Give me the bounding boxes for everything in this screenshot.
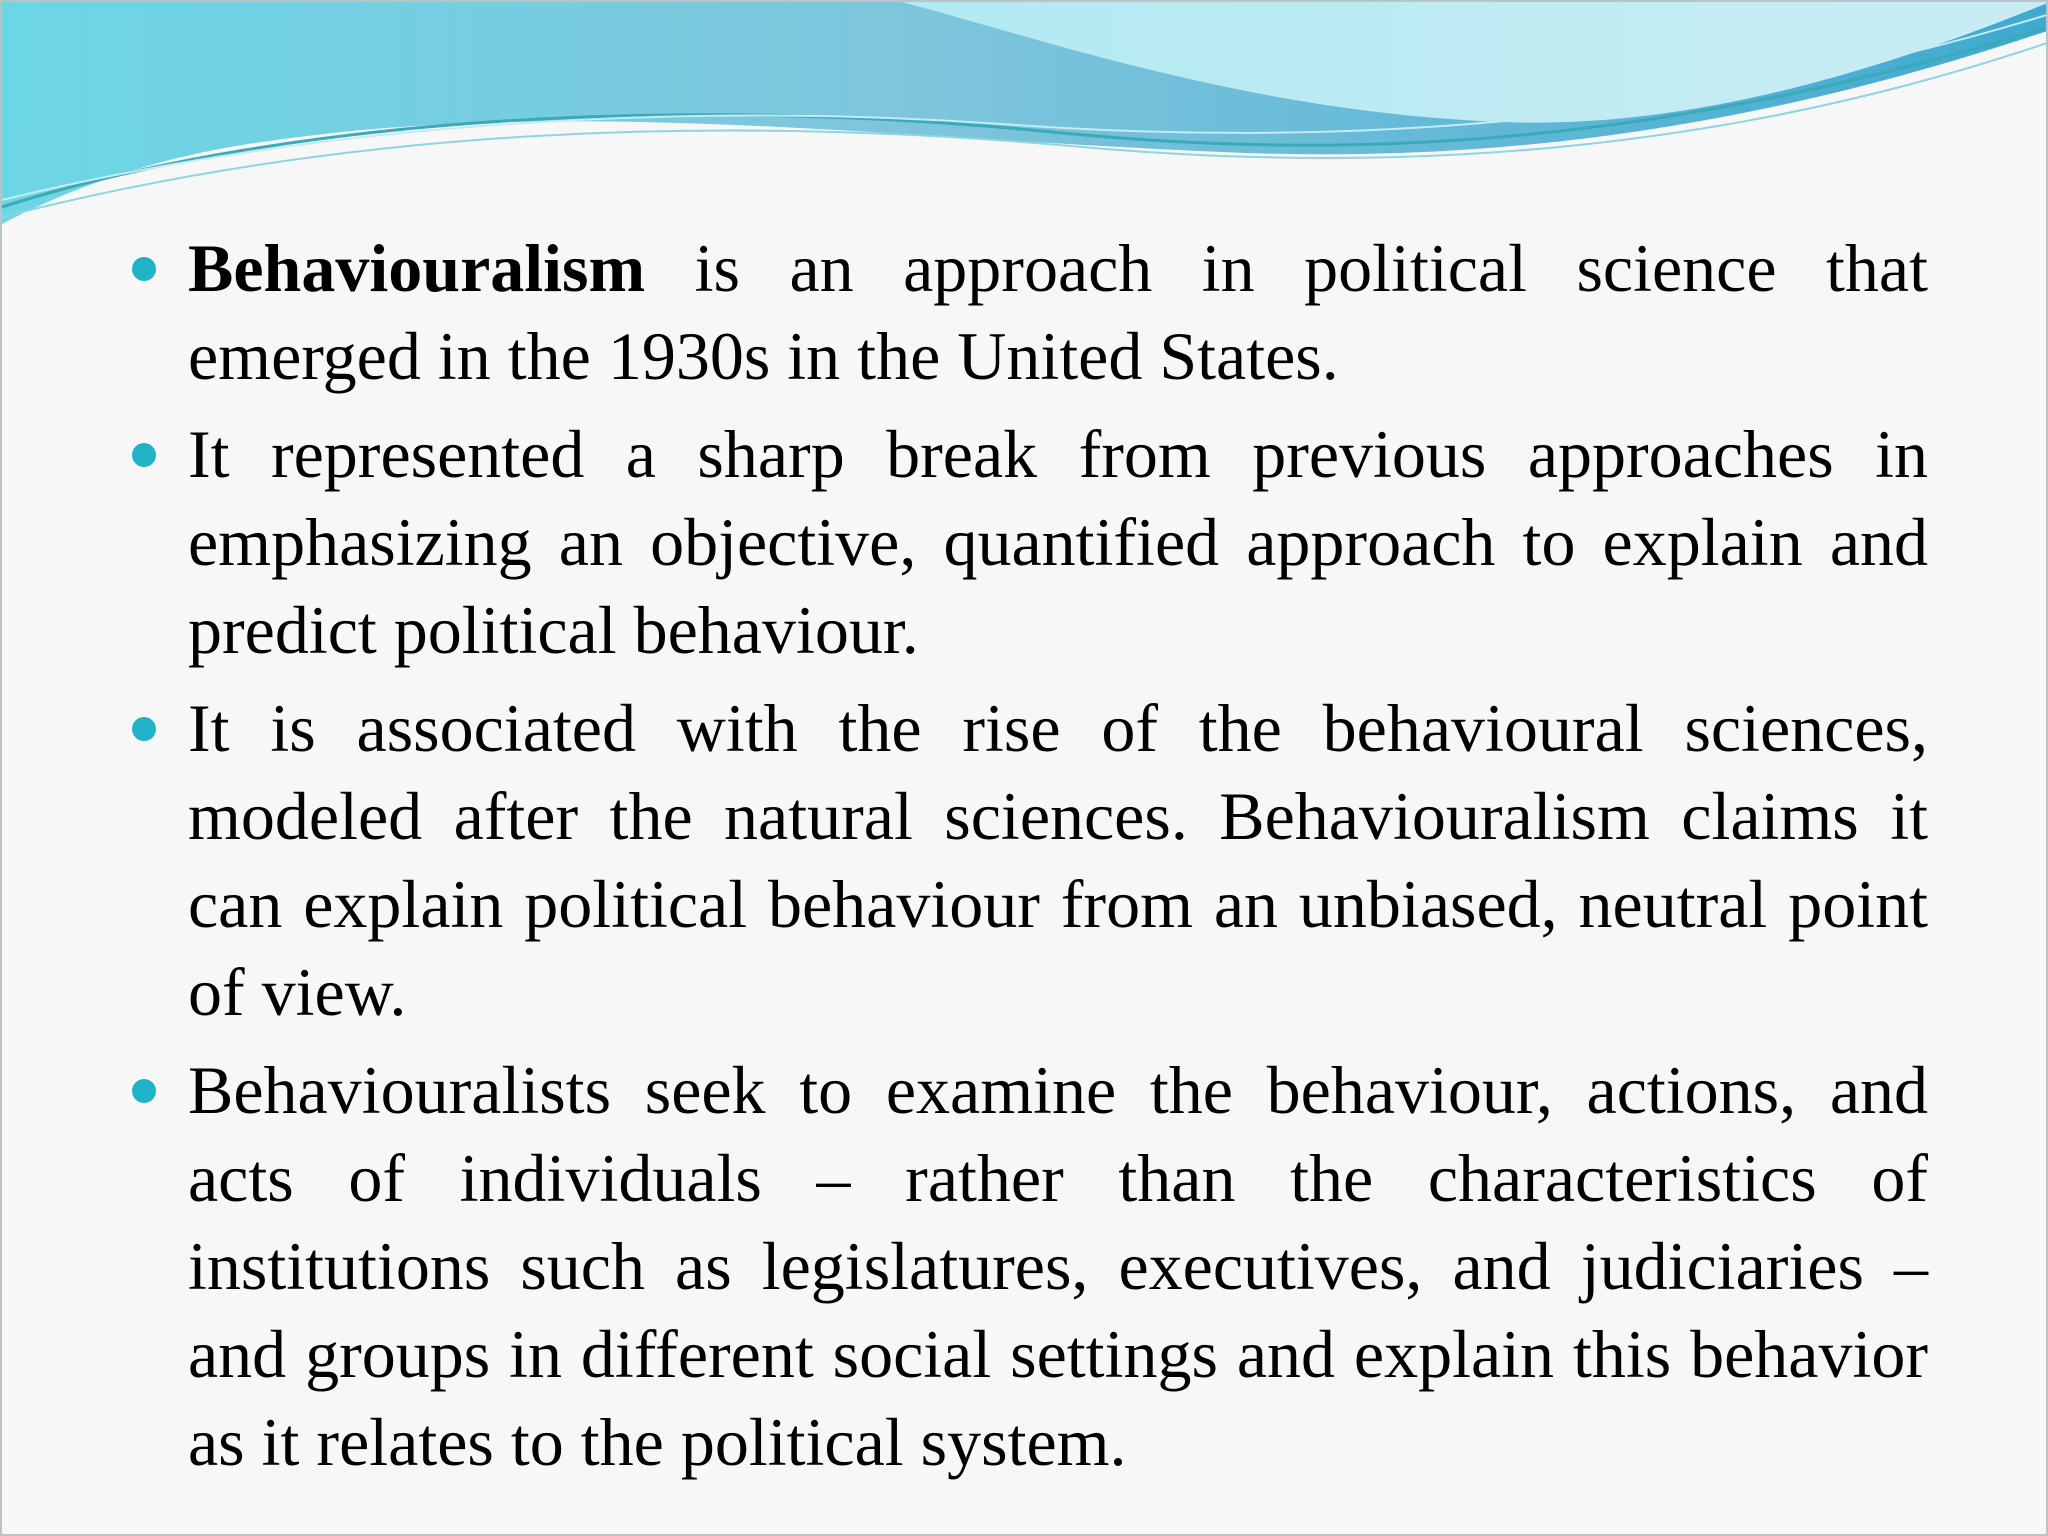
bullet-dot-icon [132,443,156,467]
bullet-list [130,224,1928,1486]
bullet-dot-icon [132,717,156,741]
slide-content [130,224,1928,1496]
bullet-text: is an approach in political science that emerged in the 1930s in the United States. [188,230,1928,394]
bullet-item [130,224,1928,400]
bullet-item [130,684,1928,1036]
bullet-dot-icon [132,1079,156,1103]
bullet-item [130,410,1928,674]
bullet-text: Behaviouralists seek to examine the behaviour, actions, and acts of individuals – rather than the characteristics of institutions such as legislatures, executives, and judiciaries – and groups in different social settings and explain this behavior as it relates to the political system. [188,1052,1928,1480]
bullet-dot-icon [132,257,156,281]
bold-term: Behaviouralism [188,230,646,306]
bullet-item [130,1046,1928,1486]
bullet-text: It is associated with the rise of the behavioural sciences, modeled after the natural sciences. Behaviouralism claims it can explain political behaviour from an unbiased, neutral point of view. [188,690,1928,1030]
header-wave-decoration [2,2,2048,242]
bullet-text: It represented a sharp break from previous approaches in emphasizing an objective, quantified approach to explain and predict political behaviour. [188,416,1928,668]
